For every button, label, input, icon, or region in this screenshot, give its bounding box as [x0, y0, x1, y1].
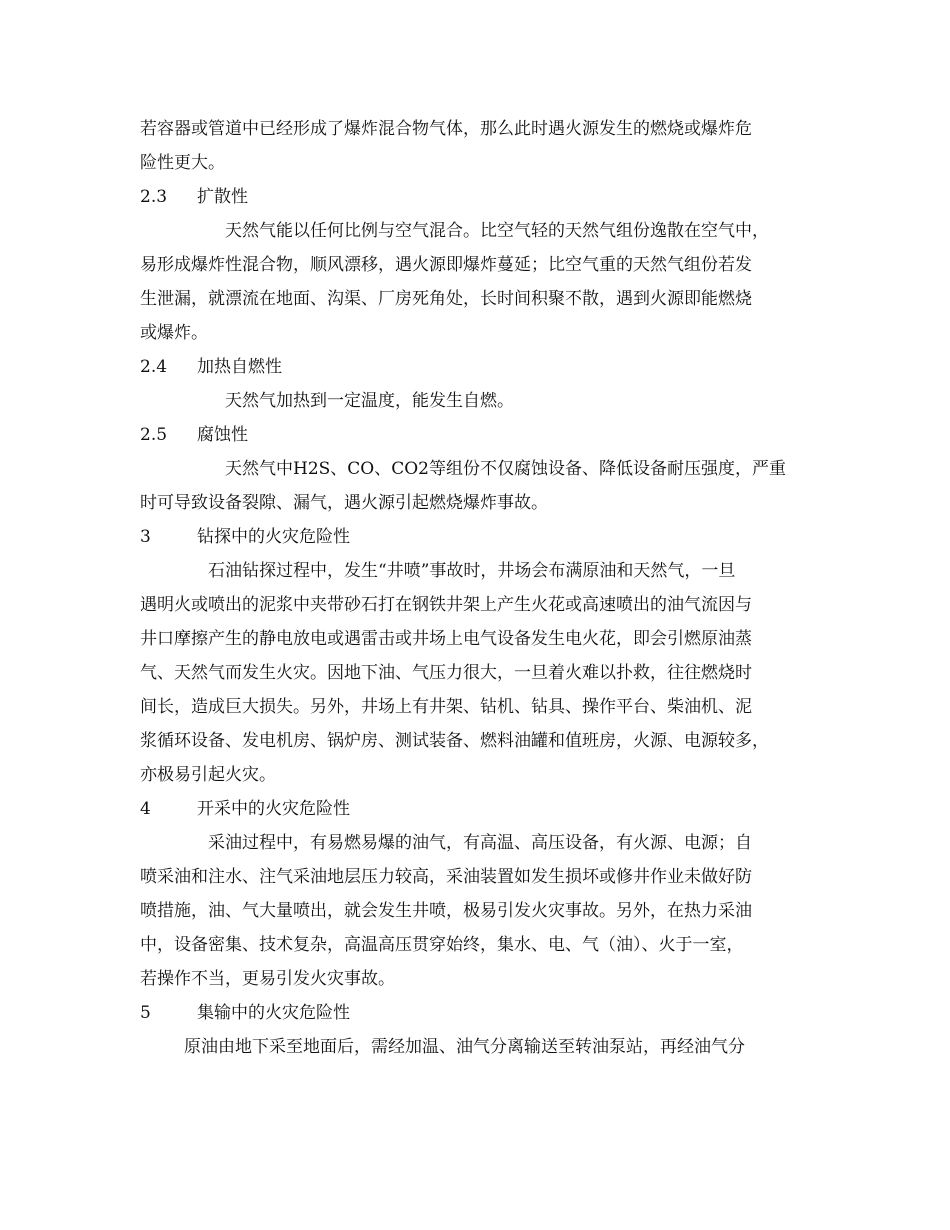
paragraph-4 — [140, 826, 830, 996]
section-title: 集输中的火灾危险性 — [197, 1003, 350, 1023]
text-line: 石油钻探过程中，发生“井喷”事故时，井场会布满原油和天然气，一旦 — [208, 561, 736, 581]
section-heading-4 — [140, 792, 830, 826]
section-heading-3 — [140, 520, 830, 554]
section-heading-2-5 — [140, 418, 830, 452]
paragraph-5 — [140, 1030, 830, 1064]
text-line: 天然气中H2S、CO、CO2等组份不仅腐蚀设备、降低设备耐压强度，严重 — [225, 459, 786, 479]
paragraph-2-3 — [140, 214, 830, 350]
section-number: 3 — [140, 527, 151, 547]
text-line: 生泄漏，就漂流在地面、沟渠、厂房死角处，长时间积聚不散，遇到火源即能燃烧 — [140, 289, 752, 309]
text-line: 若操作不当，更易引发火灾事故。 — [140, 969, 395, 989]
text-line: 若容器或管道中已经形成了爆炸混合物气体，那么此时遇火源发生的燃烧或爆炸危 — [140, 119, 752, 139]
text-line: 喷措施，油、气大量喷出，就会发生井喷，极易引发火灾事故。另外，在热力采油 — [140, 901, 752, 921]
text-line: 井口摩擦产生的静电放电或遇雷击或井场上电气设备发生电火花，即会引燃原油蒸 — [140, 629, 752, 649]
section-number: 5 — [140, 1003, 151, 1023]
paragraph-2-4 — [140, 384, 830, 418]
text-line: 时可导致设备裂隙、漏气，遇火源引起燃烧爆炸事故。 — [140, 493, 548, 513]
paragraph-3 — [140, 554, 830, 792]
section-title: 腐蚀性 — [197, 425, 248, 445]
section-number: 2.3 — [140, 187, 168, 207]
section-number: 2.4 — [140, 357, 168, 377]
text-line: 险性更大。 — [140, 153, 225, 173]
text-line: 原油由地下采至地面后，需经加温、油气分离输送至转油泵站，再经油气分 — [184, 1037, 745, 1057]
text-line: 采油过程中，有易燃易爆的油气，有高温、高压设备，有火源、电源；自 — [208, 833, 752, 853]
paragraph-2-5 — [140, 452, 830, 520]
section-number: 2.5 — [140, 425, 168, 445]
text-line: 天然气能以任何比例与空气混合。比空气轻的天然气组份逸散在空气中， — [225, 221, 769, 241]
section-title: 钻探中的火灾危险性 — [197, 527, 350, 547]
section-number: 4 — [140, 799, 151, 819]
section-title: 加热自燃性 — [197, 357, 282, 377]
text-line: 喷采油和注水、注气采油地层压力较高，采油装置如发生损坏或修井作业未做好防 — [140, 867, 752, 887]
section-title: 扩散性 — [197, 187, 248, 207]
document-body — [140, 112, 830, 1064]
text-line: 遇明火或喷出的泥浆中夹带砂石打在钢铁井架上产生火花或高速喷出的油气流因与 — [140, 595, 752, 615]
paragraph-intro — [140, 112, 830, 180]
text-line: 中，设备密集、技术复杂，高温高压贯穿始终，集水、电、气（油）、火于一室， — [140, 935, 744, 955]
section-heading-2-4 — [140, 350, 830, 384]
section-heading-2-3 — [140, 180, 830, 214]
text-line: 或爆炸。 — [140, 323, 208, 343]
text-line: 浆循环设备、发电机房、锅炉房、测试装备、燃料油罐和值班房，火源、电源较多， — [140, 731, 769, 751]
text-line: 间长，造成巨大损失。另外，井场上有井架、钻机、钻具、操作平台、柴油机、泥 — [140, 697, 752, 717]
section-title: 开采中的火灾危险性 — [197, 799, 350, 819]
text-line: 气、天然气而发生火灾。因地下油、气压力很大，一旦着火难以扑救，往往燃烧时 — [140, 663, 752, 683]
text-line: 易形成爆炸性混合物，顺风漂移，遇火源即爆炸蔓延；比空气重的天然气组份若发 — [140, 255, 752, 275]
text-line: 天然气加热到一定温度，能发生自燃。 — [225, 391, 514, 411]
section-heading-5 — [140, 996, 830, 1030]
text-line: 亦极易引起火灾。 — [140, 765, 276, 785]
